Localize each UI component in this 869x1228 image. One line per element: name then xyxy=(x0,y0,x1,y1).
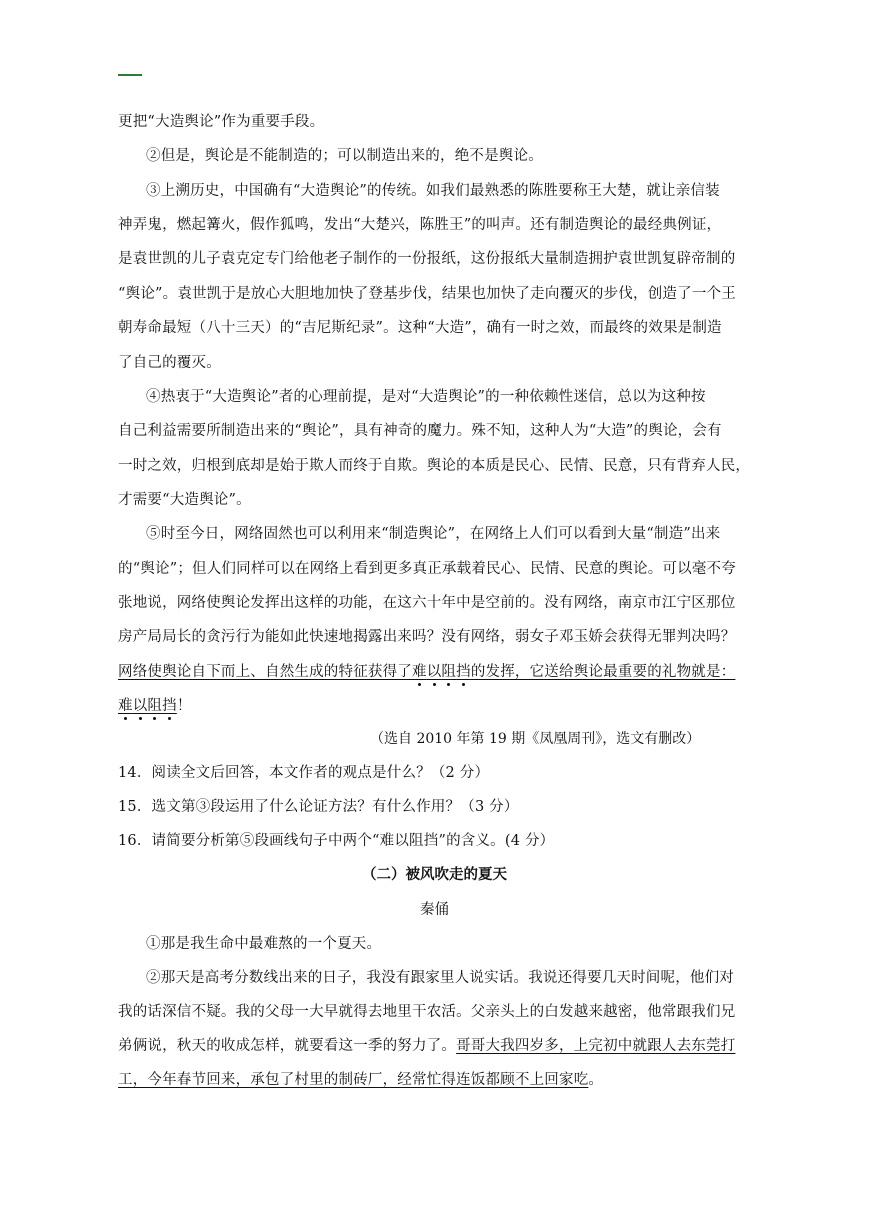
paragraph-line: 房产局局长的贪污行为能如此快速地揭露出来吗？没有网络，弱女子邓玉娇会获得无罪判决吗？ xyxy=(118,629,736,645)
paragraph-line: “舆论”。袁世凯于是放心大胆地加快了登基步伐，结果也加快了走向覆灭的步伐，创造了一个王 xyxy=(118,286,736,302)
paragraph-line: 神弄鬼，燃起篝火，假作狐鸣，发出“大楚兴，陈胜王”的叫声。还有制造舆论的最经典例证， xyxy=(118,217,722,233)
plain-text: 弟俩说，秋天的收成怎样，就要看这一季的努力了。 xyxy=(118,1038,457,1054)
emphasis-char: 难 xyxy=(118,698,133,714)
emphasis-char: 挡 xyxy=(162,698,177,714)
underlined-text: 哥哥大我四岁多，上完初中就跟人去东莞打 xyxy=(456,1038,736,1054)
emphasis-char: 难 xyxy=(412,664,427,680)
underlined-text: 工，今年春节回来，承包了村里的制砖厂，经常忙得连饭都顾不上回家吃 xyxy=(118,1072,589,1088)
emphasis-char: 以 xyxy=(132,698,148,714)
paragraph-line: 朝寿命最短（八十三天）的“吉尼斯纪录”。这种“大造”，确有一时之效，而最终的效果是制造 xyxy=(118,320,722,336)
emphasis-char: 挡 xyxy=(456,664,471,680)
paragraph-line: ②但是，舆论是不能制造的；可以制造出来的，绝不是舆论。 xyxy=(146,148,543,164)
paragraph-line: ②那天是高考分数线出来的日子，我没有跟家里人说实话。我说还得要几天时间呢，他们对 xyxy=(146,970,734,986)
underlined-text: 网络使舆论自下而上、自然生成的特征获得了 xyxy=(118,664,412,680)
question-15: 15．选文第③段运用了什么论证方法？有什么作用？（3 分） xyxy=(118,799,519,815)
underlined-sentence-end xyxy=(118,696,768,716)
emphasis-char: 阻 xyxy=(441,664,457,680)
paragraph-line: 一时之效，归根到底却是始于欺人而终于自欺。舆论的本质是民心、民情、民意，只有背弃人民， xyxy=(118,458,751,474)
paragraph-line: ①那是我生命中最难熬的一个夏天。 xyxy=(146,936,382,952)
author-name: 秦俑 xyxy=(420,902,449,918)
paragraph-line xyxy=(118,1036,768,1056)
paragraph-line: 是袁世凯的儿子袁克定专门给他老子制作的一份报纸，这份报纸大量制造拥护袁世凯复辟帝制的 xyxy=(118,251,736,267)
paragraph-line xyxy=(118,1070,768,1090)
paragraph-line: 我的话深信不疑。我的父母一大早就得去地里干农活。父亲头上的白发越来越密，他常跟我们兄 xyxy=(118,1004,736,1020)
punctuation: 。 xyxy=(588,1072,604,1088)
emphasis-char: 以 xyxy=(426,664,442,680)
paragraph-line: 才需要“大造舆论”。 xyxy=(118,492,251,508)
question-14: 14．阅读全文后回答，本文作者的观点是什么？（2 分） xyxy=(118,765,490,781)
header-rule xyxy=(118,74,142,76)
question-16: 16．请简要分析第⑤段画线句子中两个“难以阻挡”的含义。(4 分） xyxy=(118,833,555,849)
paragraph-line: 的“舆论”；但人们同样可以在网络上看到更多真正承载着民心、民情、民意的舆论。可以毫不夸 xyxy=(118,561,736,577)
paragraph-line: ⑤时至今日，网络固然也可以利用来“制造舆论”，在网络上人们可以看到大量“制造”出来 xyxy=(146,526,721,542)
source-citation: （选自 2010 年第 19 期《凤凰周刊》，选文有删改） xyxy=(370,731,701,747)
paragraph-line: 张地说，网络使舆论发挥出这样的功能，在这六十年中是空前的。没有网络，南京市江宁区那位 xyxy=(118,595,736,611)
paragraph-line: 自己利益需要所制造出来的“舆论”，具有神奇的魔力。殊不知，这种人为“大造”的舆论，会有 xyxy=(118,423,722,439)
punctuation: ！ xyxy=(176,698,192,714)
emphasis-char: 阻 xyxy=(147,698,163,714)
paragraph-line: ④热衷于“大造舆论”者的心理前提，是对“大造舆论”的一种依赖性迷信，总以为这种按 xyxy=(146,389,706,405)
paragraph-line: ③上溯历史，中国确有“大造舆论”的传统。如我们最熟悉的陈胜要称王大楚，就让亲信装 xyxy=(146,183,720,199)
paragraph-line: 更把“大造舆论”作为重要手段。 xyxy=(118,114,325,130)
underlined-sentence xyxy=(118,662,768,682)
section-title: （二）被风吹走的夏天 xyxy=(362,866,507,883)
paragraph-line: 了自己的覆灭。 xyxy=(118,355,221,371)
underlined-text: 的发挥，它送给舆论最重要的礼物就是： xyxy=(470,664,736,680)
